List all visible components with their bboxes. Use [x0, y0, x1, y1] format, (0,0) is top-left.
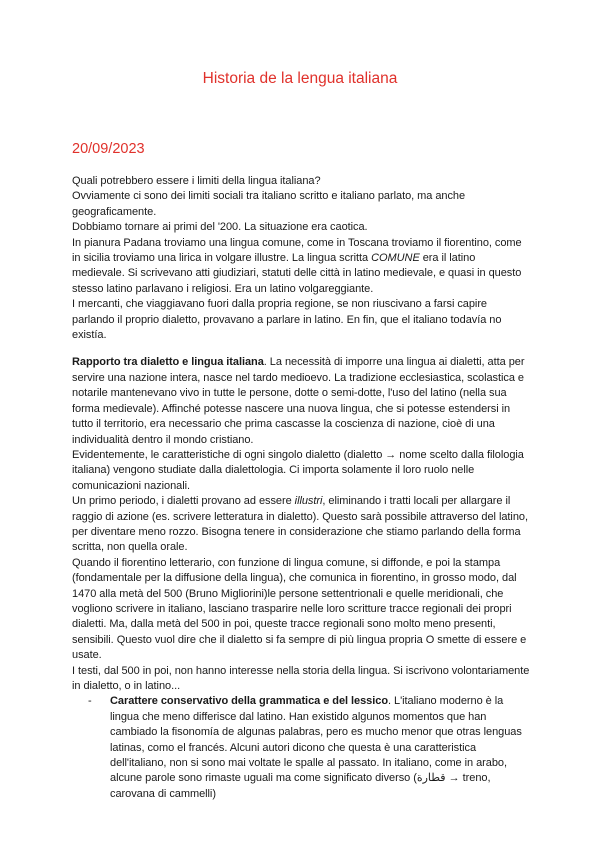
section-heading: Rapporto tra dialetto e lingua italiana [72, 356, 264, 369]
list-dash: - [88, 695, 92, 708]
text-run: era il latino medievale. Si scrivevano atti giudiziari, statuti delle città in latino medievale, e quasi in questo stesso latino parlavano i religiosi. Era un latino volgareggiante. [72, 252, 522, 295]
list-item [88, 694, 530, 802]
bullet-heading: Carattere conservativo della grammatica e del lessico [110, 695, 388, 708]
text-run: Un primo periodo, i dialetti provano ad essere [72, 495, 295, 508]
italic-text: COMUNE [371, 252, 420, 265]
spacer [72, 343, 530, 355]
text-run: . L'italiano moderno è la lingua che meno differisce dal latino. Han existido algunos momentos que han cambiado la fisonomía de algunas palabras, pero es mucho menor que otras lenguas latinas, como el francés. Alcuni autori dicono che questa è una caratteristica dell'italiano, non si sono mai voltate le spalle al passato. In italiano, come in arabo, alcune parole sono rimaste uguali ma come significato diverso (قطارة → treno, carovana di cammelli) [110, 695, 522, 800]
document-date: 20/09/2023 [72, 141, 145, 157]
paragraph [72, 494, 530, 556]
question-paragraph: Quali potrebbero essere i limiti della lingua italiana? [72, 175, 321, 187]
paragraph [72, 236, 530, 298]
paragraph: Evidentemente, le caratteristiche di ogni singolo dialetto (dialetto → nome scelto dalla filologia italiana) vengono studiate dalla dialettologia. Ci importa solamente il loro ruolo nelle comunicazioni nazionali. [72, 448, 524, 492]
italic-text: illustri [294, 495, 323, 508]
text-run: , eliminando i tratti locali per allargare il raggio di azione (es. scrivere letteratura in dialetto). Questo sarà possibile attraverso del latino, per diventare meno rozzo. Bisogna tenere in considerazione che stiamo parlando della forma scritta, non quella orale. [72, 495, 528, 554]
bullet-list [72, 694, 530, 802]
paragraph [72, 355, 530, 447]
text-run: In pianura Padana troviamo una lingua comune, come in Toscana troviamo il fiorentino, come in sicilia troviamo una lirica in volgare illustre. La lingua scritta [72, 236, 522, 265]
document-title: Historia de la lengua italiana [202, 70, 398, 87]
paragraph: Quando il fiorentino letterario, con funzione di lingua comune, si diffonde, e poi la stampa (fondamentale per la diffusione della lingua), che comunica in fiorentino, in grosso modo, dal 1470 alla metà del 500 (Bruno Migliorini)le persone settentrionali e quelle meridionali, che vogliono scrivere in italiano, lasciano trasparire nelle loro scritture tracce regionali dei propri dialetti. Ma, dalla metà del 500 in poi, queste tracce regionali sono molto meno presenti, sensibili. Questo vuol dire che il dialetto si fa sempre di più lingua propria O smette di essere e usate. [72, 556, 527, 662]
paragraph: Dobbiamo tornare ai primi del '200. La situazione era caotica. [72, 221, 368, 234]
text-run: . La necessità di imporre una lingua ai dialetti, atta per servire una nazione intera, nasce nel tardo medioevo. La tradizione ecclesiastica, scolastica e notarile mantenevano vivo in tutte le persone, dotte o semi-dotte, l'uso del latino (nella sua forma medievale). Affinché potesse nascere una nuova lingua, che si potesse estendersi in tutto il territorio, era necessario che prima cascasse la coscienza di nazione, cioè di una individualità dentro il mondo cristiano. [72, 356, 525, 446]
paragraph: Ovviamente ci sono dei limiti sociali tra italiano scritto e italiano parlato, ma anche geograficamente. [72, 190, 466, 218]
paragraph: I mercanti, che viaggiavano fuori dalla propria regione, se non riuscivano a farsi capire parlando il proprio dialetto, provavano a parlare in latino. En fin, que el italiano todavía no existía. [72, 298, 502, 342]
document-body [72, 174, 530, 802]
paragraph: I testi, dal 500 in poi, non hanno interesse nella storia della lingua. Si iscrivono volontariamente in dialetto, o in latino... [72, 664, 530, 692]
